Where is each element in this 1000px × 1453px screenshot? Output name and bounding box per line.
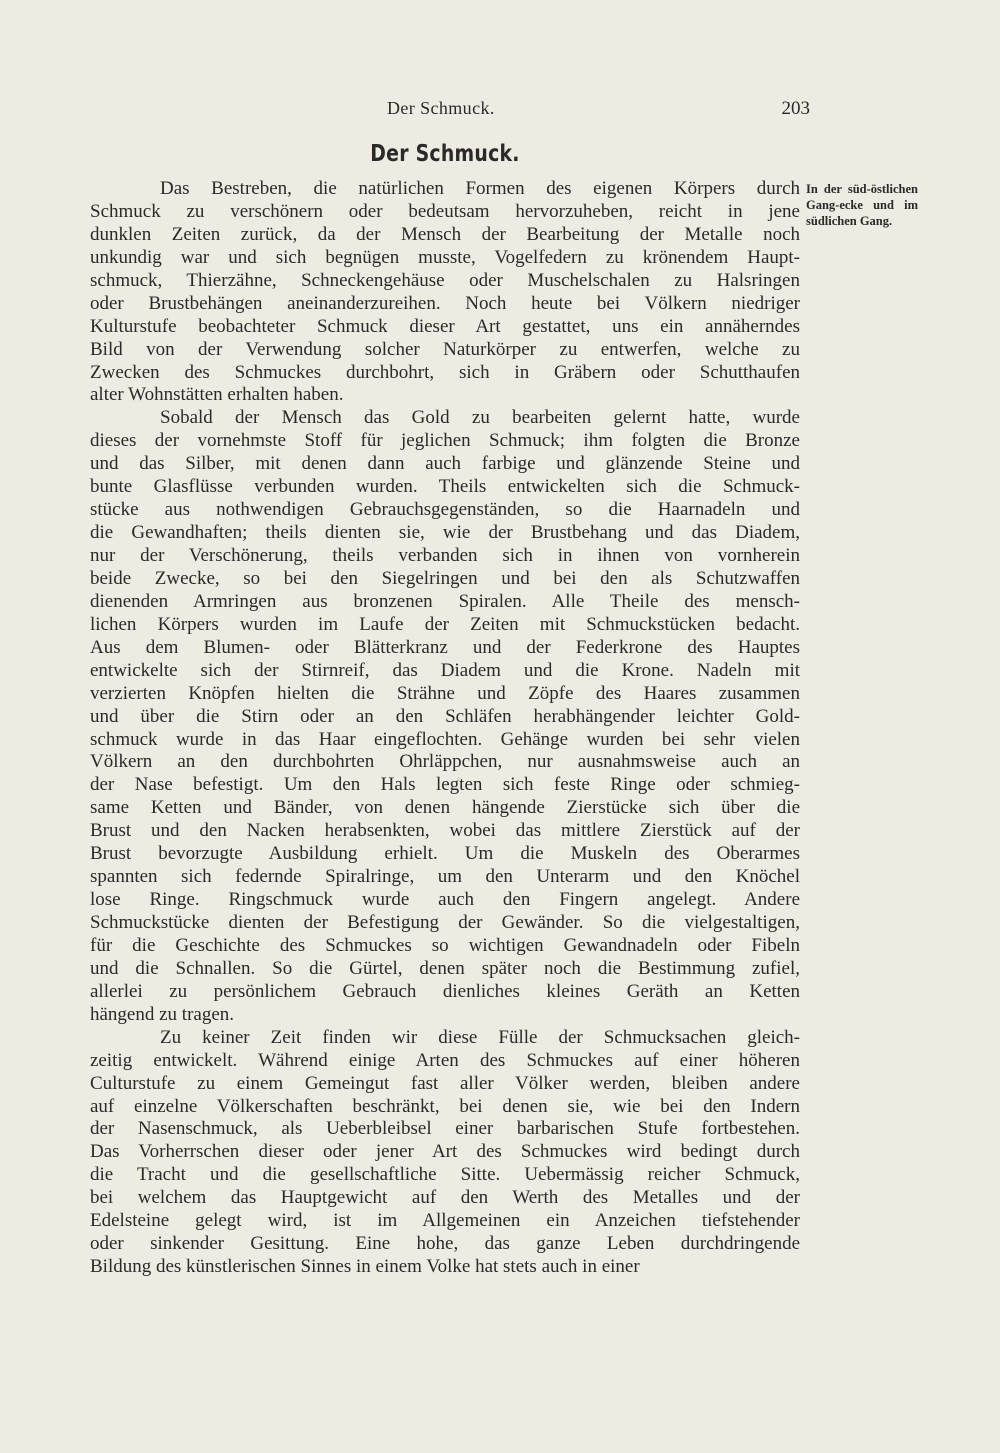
text-line: dunklen Zeiten zurück, da der Mensch der Bearbeitung der Metalle noch bbox=[90, 223, 800, 245]
text-line: Culturstufe zu einem Gemeingut fast aller Völker werden, bleiben andere bbox=[90, 1072, 800, 1094]
text-line: alter Wohnstätten erhalten haben. bbox=[90, 384, 344, 406]
margin-note: In der süd-östlichen Gang-ecke und im südlichen Gang. bbox=[806, 182, 918, 228]
text-line: Das Bestreben, die natürlichen Formen des eigenen Körpers durch bbox=[160, 178, 800, 199]
text-line: allerlei zu persönlichem Gebrauch dienliches kleines Geräth an Ketten bbox=[90, 980, 800, 1002]
text-line: Kulturstufe beobachteter Schmuck dieser Art gestattet, uns ein annäherndes bbox=[90, 315, 800, 337]
text-line: Sobald der Mensch das Gold zu bearbeiten gelernt hatte, wurde bbox=[160, 407, 800, 429]
section-heading: Der Schmuck. bbox=[370, 141, 520, 167]
running-head bbox=[90, 98, 810, 122]
text-line: Schmuck zu verschönern oder bedeutsam hervorzuheben, reicht in jene bbox=[90, 200, 800, 222]
text-line: Brust bevorzugte Ausbildung erhielt. Um die Muskeln des Oberarmes bbox=[90, 843, 800, 865]
text-line: lose Ringe. Ringschmuck wurde auch den Fingern angelegt. Andere bbox=[90, 889, 800, 911]
text-line: Edelsteine gelegt wird, ist im Allgemeinen ein Anzeichen tiefstehender bbox=[90, 1210, 800, 1232]
text-line: beide Zwecke, so bei den Siegelringen und bei den als Schutzwaffen bbox=[90, 567, 800, 589]
paragraph bbox=[90, 178, 800, 407]
text-line: lichen Körpers wurden im Laufe der Zeiten mit Schmuckstücken bedacht. bbox=[90, 613, 800, 635]
text-line: oder sinkender Gesittung. Eine hohe, das ganze Leben durchdringende bbox=[90, 1233, 800, 1255]
text-line: Bild von der Verwendung solcher Naturkörper zu entwerfen, welche zu bbox=[90, 338, 800, 360]
text-line: bei welchem das Hauptgewicht auf den Werth des Metalles und der bbox=[90, 1187, 800, 1209]
text-line: auf einzelne Völkerschaften beschränkt, bei denen sie, wie bei den Indern bbox=[90, 1095, 800, 1117]
paragraph bbox=[90, 1027, 800, 1279]
paragraph bbox=[90, 407, 800, 1026]
text-line: für die Geschichte des Schmuckes so wichtigen Gewandnadeln oder Fibeln bbox=[90, 934, 800, 956]
text-line: dienenden Armringen aus bronzenen Spiralen. Alle Theile des mensch- bbox=[90, 590, 800, 612]
page-number: 203 bbox=[781, 98, 810, 119]
text-line: Zu keiner Zeit finden wir diese Fülle der Schmucksachen gleich- bbox=[160, 1026, 800, 1048]
text-line: schmuck wurde in das Haar eingeflochten. Gehänge wurden bei sehr vielen bbox=[90, 728, 800, 750]
text-line: bunte Glasflüsse verbunden wurden. Theils entwickelten sich die Schmuck- bbox=[90, 476, 800, 498]
text-line: spannten sich federnde Spiralringe, um den Unterarm und den Knöchel bbox=[90, 866, 800, 888]
text-line: hängend zu tragen. bbox=[90, 1003, 235, 1025]
text-line: stücke aus nothwendigen Gebrauchsgegenständen, so die Haarnadeln und bbox=[90, 499, 800, 521]
text-line: und das Silber, mit denen dann auch farbige und glänzende Steine und bbox=[90, 453, 800, 475]
text-line: Zwecken des Schmuckes durchbohrt, sich in Gräbern oder Schutthaufen bbox=[90, 361, 800, 383]
text-line: die Tracht und die gesellschaftliche Sitte. Uebermässig reicher Schmuck, bbox=[90, 1164, 800, 1186]
text-line: Bildung des künstlerischen Sinnes in einem Volke hat stets auch in einer bbox=[90, 1256, 640, 1278]
text-line: nur der Verschönerung, theils verbanden sich in ihnen von vornherein bbox=[90, 545, 800, 566]
text-line: Völkern an den durchbohrten Ohrläppchen, nur ausnahmsweise auch an bbox=[90, 751, 800, 773]
text-line: Aus dem Blumen- oder Blätterkranz und der Federkrone des Hauptes bbox=[90, 636, 800, 658]
text-line: oder Brustbehängen aneinanderzureihen. Noch heute bei Völkern niedriger bbox=[90, 292, 800, 314]
text-line: der Nasenschmuck, als Ueberbleibsel einer barbarischen Stufe fortbestehen. bbox=[90, 1118, 800, 1140]
text-line: unkundig war und sich begnügen musste, Vogelfedern zu krönendem Haupt- bbox=[90, 246, 800, 268]
text-line: dieses der vornehmste Stoff für jeglichen Schmuck; ihm folgten die Bronze bbox=[90, 430, 800, 452]
text-line: schmuck, Thierzähne, Schneckengehäuse oder Muschelschalen zu Halsringen bbox=[90, 269, 800, 291]
text-line: und die Schnallen. So die Gürtel, denen später noch die Bestimmung zufiel, bbox=[90, 957, 800, 979]
text-line: verzierten Knöpfen hielten die Strähne und Zöpfe des Haares zusammen bbox=[90, 682, 800, 704]
text-line: Brust und den Nacken herabsenkten, wobei das mittlere Zierstück auf der bbox=[90, 820, 800, 842]
running-title: Der Schmuck. bbox=[387, 98, 495, 118]
text-line: die Gewandhaften; theils dienten sie, wie der Brustbehang und das Diadem, bbox=[90, 522, 800, 544]
text-line: same Ketten und Bänder, von denen hängende Zierstücke sich über die bbox=[90, 797, 800, 819]
text-line: zeitig entwickelt. Während einige Arten des Schmuckes auf einer höheren bbox=[90, 1049, 800, 1071]
text-line: der Nase befestigt. Um den Hals legten sich feste Ringe oder schmieg- bbox=[90, 774, 800, 796]
text-line: und über die Stirn oder an den Schläfen herabhängender leichter Gold- bbox=[90, 705, 800, 727]
text-line: Das Vorherrschen dieser oder jener Art des Schmuckes wird bedingt durch bbox=[90, 1141, 800, 1163]
text-line: Schmuckstücke dienten der Befestigung der Gewänder. So die vielgestaltigen, bbox=[90, 912, 800, 933]
body-text bbox=[90, 178, 800, 1279]
text-line: entwickelte sich der Stirnreif, das Diadem und die Krone. Nadeln mit bbox=[90, 659, 800, 681]
